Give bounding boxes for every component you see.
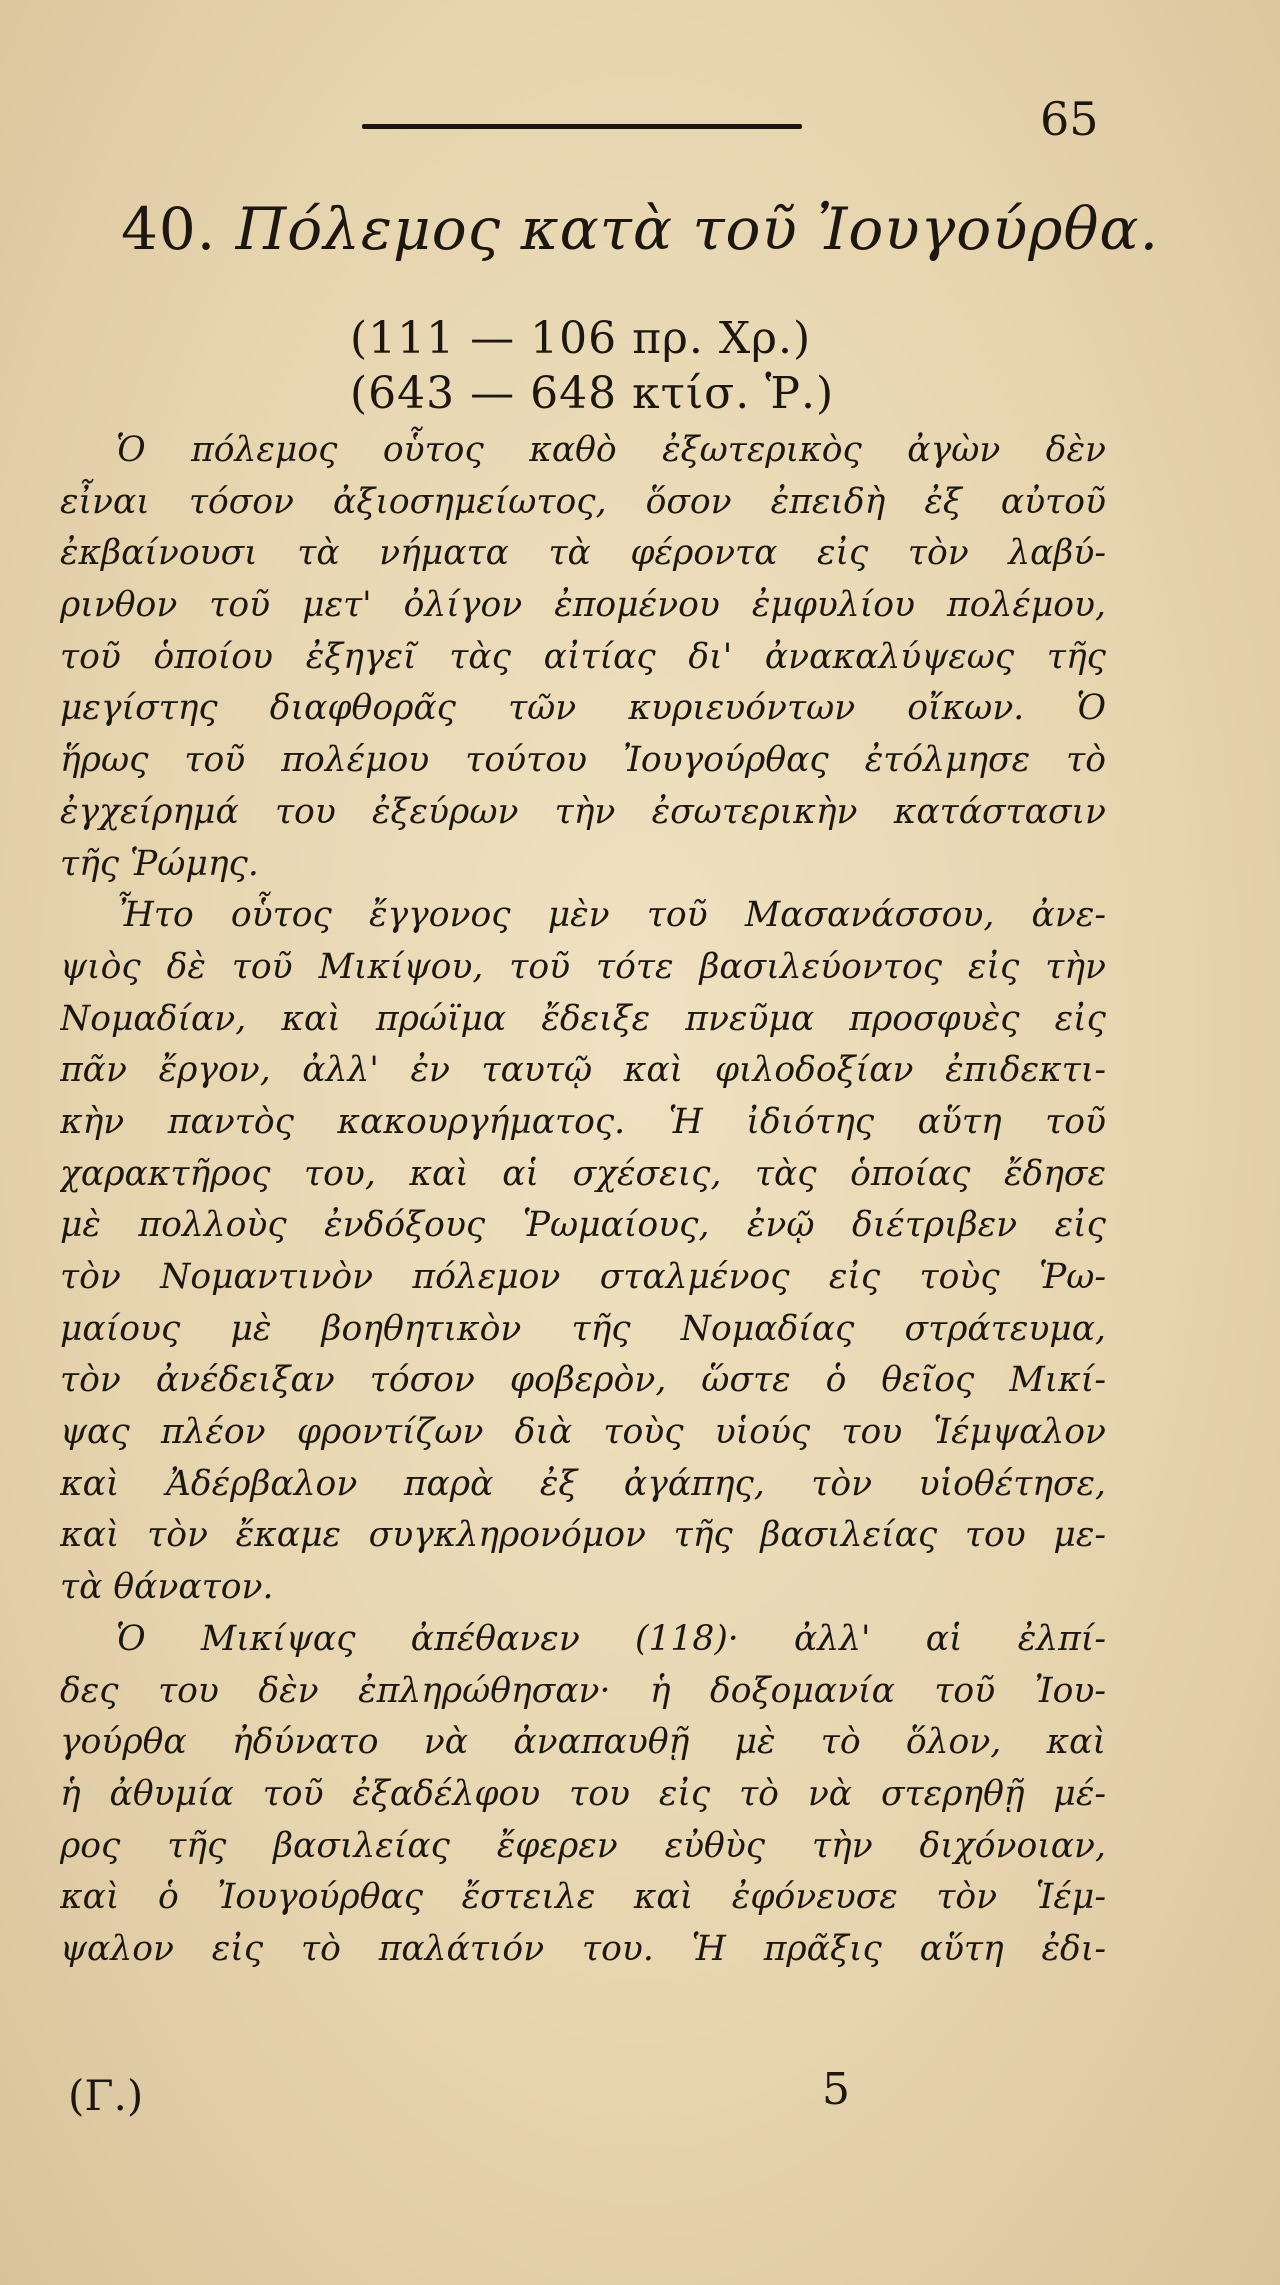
text-line: ἐγχείρημά του ἐξεύρων τὴν ἐσωτερικὴν κατάστασιν: [60, 791, 1106, 832]
text-line: καὶ τὸν ἔκαμε συγκληρονόμον τῆς βασιλείας του με-: [60, 1515, 1106, 1556]
chapter-title-text: Πόλεμος κατὰ τοῦ Ἰουγούρθα.: [235, 195, 1160, 263]
date-range-bc: (111 — 106 πρ. Χρ.): [350, 313, 812, 364]
chapter-number: 40.: [120, 195, 217, 263]
text-line: ψας πλέον φροντίζων διὰ τοὺς υἱούς του Ἱέμψαλον: [60, 1412, 1106, 1453]
text-line: ρος τῆς βασιλείας ἔφερεν εὐθὺς τὴν διχόνοιαν,: [60, 1825, 1106, 1866]
page-number: 65: [1040, 92, 1099, 146]
text-line: γούρθα ἠδύνατο νὰ ἀναπαυθῇ μὲ τὸ ὅλον, καὶ: [60, 1722, 1106, 1763]
text-line: ψιὸς δὲ τοῦ Μικίψου, τοῦ τότε βασιλεύοντος εἰς τὴν: [60, 946, 1106, 987]
date-range-auc: (643 — 648 κτίσ. Ῥ.): [350, 368, 835, 419]
body-text: [60, 425, 1106, 1976]
text-line: ψαλον εἰς τὸ παλάτιόν του. Ἡ πρᾶξις αὕτη ἐδι-: [60, 1928, 1106, 1969]
text-line: ἡ ἀθυμία τοῦ ἐξαδέλφου του εἰς τὸ νὰ στερηθῇ μέ-: [60, 1773, 1106, 1814]
text-line: καὶ ὁ Ἰουγούρθας ἔστειλε καὶ ἐφόνευσε τὸν Ἱέμ-: [60, 1877, 1106, 1918]
text-line: Ὁ Μικίψας ἀπέθανεν (118)· ἀλλ' αἱ ἐλπί-: [116, 1618, 1106, 1659]
text-line: δες του δὲν ἐπληρώθησαν· ἡ δοξομανία τοῦ Ἰου-: [60, 1670, 1106, 1711]
text-line: ἐκβαίνουσι τὰ νήματα τὰ φέροντα εἰς τὸν λαβύ-: [60, 533, 1106, 574]
text-line: Ἦτο οὗτος ἔγγονος μὲν τοῦ Μασανάσσου, ἀνε-: [116, 895, 1106, 936]
chapter-title: [0, 195, 1280, 265]
text-line: καὶ Ἀδέρβαλον παρὰ ἐξ ἀγάπης, τὸν υἱοθέτησε,: [60, 1463, 1106, 1504]
text-line: εἶναι τόσον ἀξιοσημείωτος, ὅσον ἐπειδὴ ἐξ αὐτοῦ: [60, 481, 1106, 522]
text-line: ἥρως τοῦ πολέμου τούτου Ἰουγούρθας ἐτόλμησε τὸ: [60, 740, 1106, 781]
text-line: πᾶν ἔργον, ἀλλ' ἐν ταυτῷ καὶ φιλοδοξίαν ἐπιδεκτι-: [60, 1050, 1106, 1091]
printer-signature: (Γ.): [68, 2071, 144, 2120]
header-rule: [362, 124, 802, 129]
text-line: τὰ θάνατον.: [60, 1567, 274, 1608]
text-line: Ὁ πόλεμος οὗτος καθὸ ἐξωτερικὸς ἀγὼν δὲν: [116, 430, 1106, 470]
text-line: τὸν ἀνέδειξαν τόσον φοβερὸν, ὥστε ὁ θεῖος Μικί-: [60, 1360, 1106, 1401]
text-line: τῆς Ῥώμης.: [60, 843, 259, 884]
signature-number: 5: [822, 2064, 850, 2115]
text-line: μεγίστης διαφθορᾶς τῶν κυριευόντων οἴκων. Ὁ: [60, 688, 1106, 729]
text-line: κὴν παντὸς κακουργήματος. Ἡ ἰδιότης αὕτη τοῦ: [60, 1101, 1106, 1142]
text-line: μαίους μὲ βοηθητικὸν τῆς Νομαδίας στράτευμα,: [60, 1308, 1106, 1349]
text-line: Νομαδίαν, καὶ πρώϊμα ἔδειξε πνεῦμα προσφυὲς εἰς: [60, 998, 1106, 1039]
text-line: τοῦ ὁποίου ἐξηγεῖ τὰς αἰτίας δι' ἀνακαλύψεως τῆς: [60, 636, 1106, 677]
text-line: μὲ πολλοὺς ἐνδόξους Ῥωμαίους, ἐνῷ διέτριβεν εἰς: [60, 1205, 1106, 1246]
text-line: χαρακτῆρος του, καὶ αἱ σχέσεις, τὰς ὁποίας ἔδησε: [60, 1153, 1106, 1194]
text-line: τὸν Νομαντινὸν πόλεμον σταλμένος εἰς τοὺς Ῥω-: [60, 1257, 1106, 1297]
text-line: ρινθον τοῦ μετ' ὀλίγον ἐπομένου ἐμφυλίου πολέμου,: [60, 585, 1106, 626]
